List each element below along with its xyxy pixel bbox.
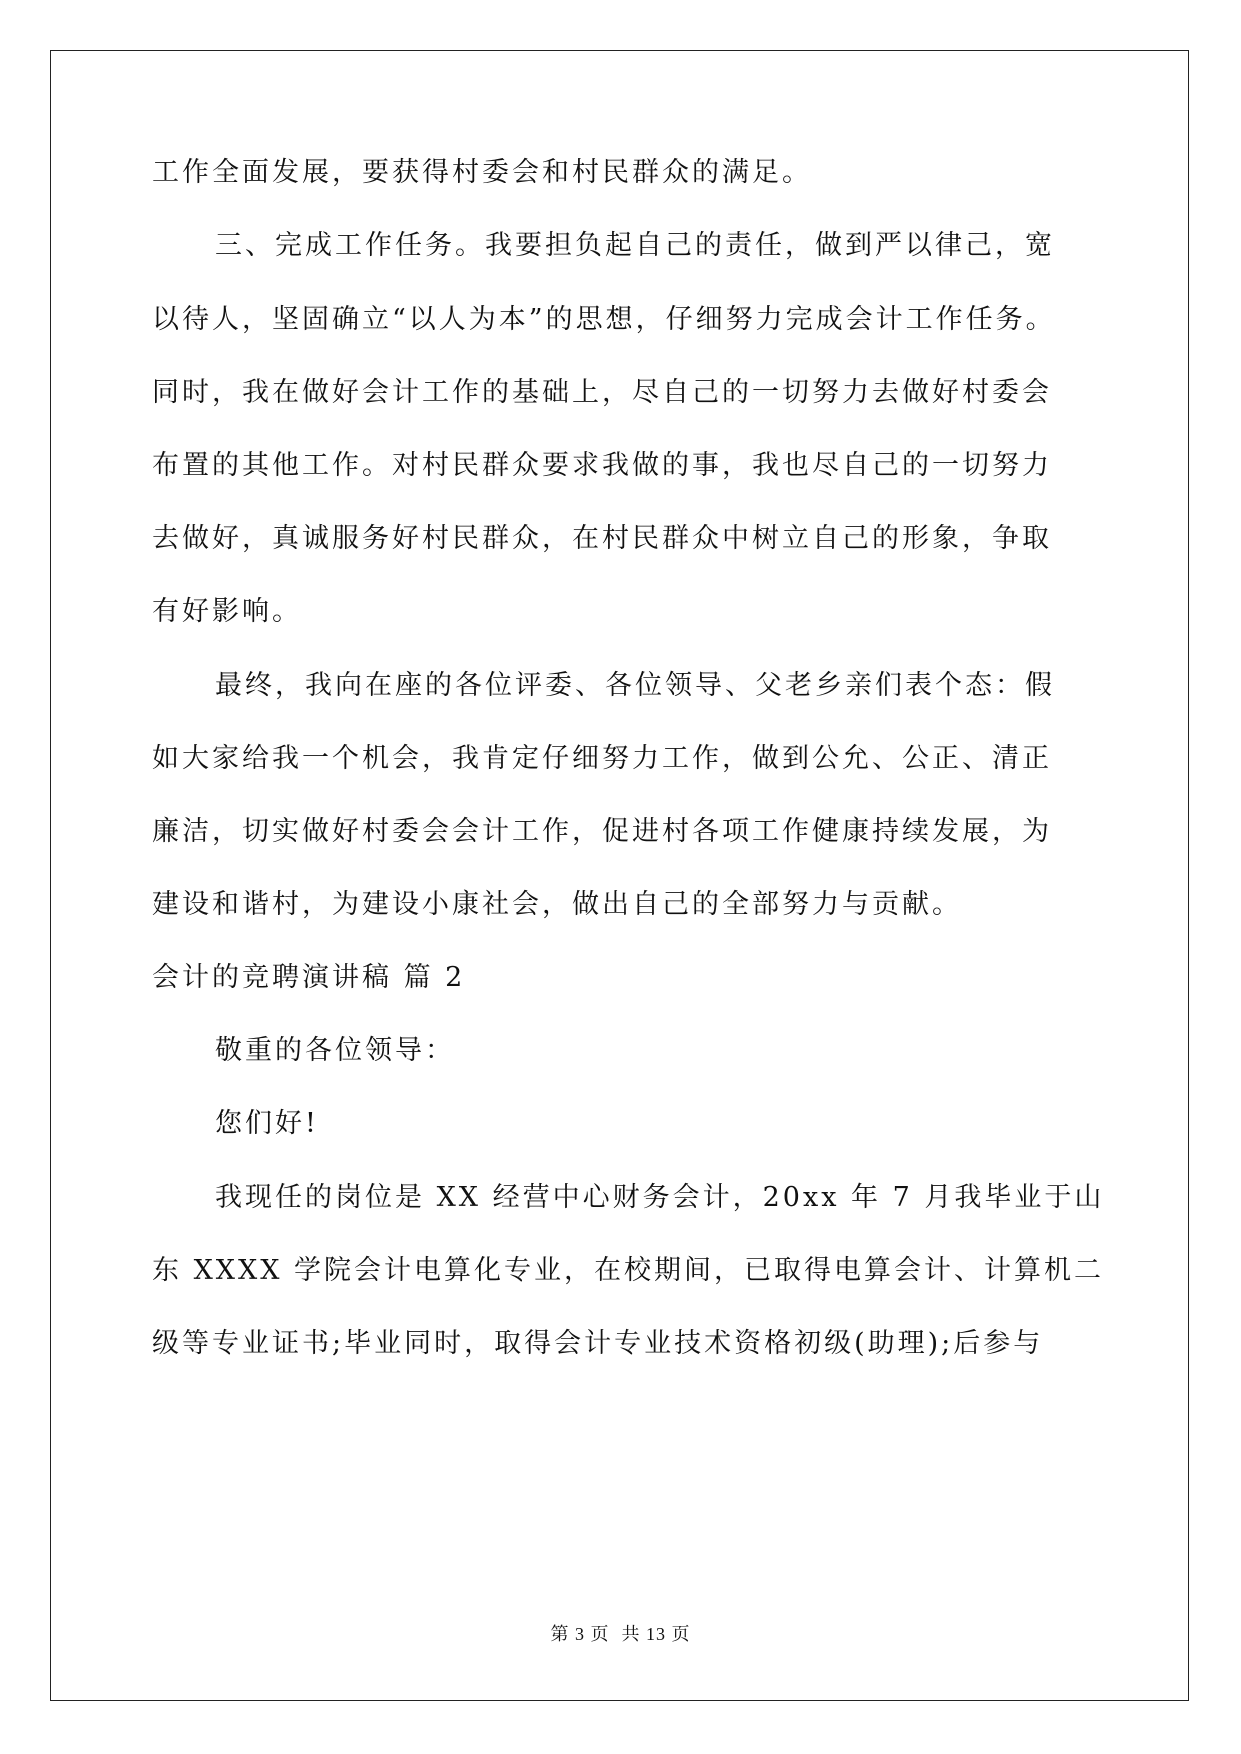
section-heading: 会计的竞聘演讲稿 篇 2 bbox=[152, 962, 466, 993]
body-line-5: 布置的其他工作。对村民群众要求我做的事，我也尽自己的一切努力 bbox=[152, 450, 1052, 481]
greeting: 您们好! bbox=[215, 1108, 319, 1139]
page-total: 共 13 页 bbox=[621, 1624, 691, 1644]
body-line-17: 级等专业证书;毕业同时，取得会计专业技术资格初级(助理);后参与 bbox=[152, 1328, 1044, 1359]
salutation: 敬重的各位领导： bbox=[215, 1035, 455, 1066]
body-line-6: 去做好，真诚服务好村民群众，在村民群众中树立自己的形象，争取 bbox=[152, 523, 1052, 554]
body-line-9: 如大家给我一个机会，我肯定仔细努力工作，做到公允、公正、清正 bbox=[152, 743, 1052, 774]
page-footer bbox=[0, 1620, 1241, 1646]
body-line-2: 三、完成工作任务。我要担负起自己的责任，做到严以律己，宽 bbox=[215, 230, 1055, 261]
body-line-15: 我现任的岗位是 XX 经营中心财务会计，20xx 年 7 月我毕业于山 bbox=[215, 1182, 1105, 1213]
body-line-16: 东 XXXX 学院会计电算化专业，在校期间，已取得电算会计、计算机二 bbox=[152, 1255, 1105, 1286]
body-line-3: 以待人，坚固确立“以人为本”的思想，仔细努力完成会计工作任务。 bbox=[152, 304, 1056, 335]
body-line-8: 最终，我向在座的各位评委、各位领导、父老乡亲们表个态：假 bbox=[215, 670, 1055, 701]
body-line-1: 工作全面发展，要获得村委会和村民群众的满足。 bbox=[152, 157, 812, 188]
body-line-10: 廉洁，切实做好村委会会计工作，促进村各项工作健康持续发展，为 bbox=[152, 816, 1052, 847]
page-number: 第 3 页 bbox=[550, 1624, 610, 1644]
body-line-11: 建设和谐村，为建设小康社会，做出自己的全部努力与贡献。 bbox=[152, 889, 962, 920]
body-line-7: 有好影响。 bbox=[152, 596, 302, 627]
body-line-4: 同时，我在做好会计工作的基础上，尽自己的一切努力去做好村委会 bbox=[152, 377, 1052, 408]
page-border bbox=[50, 50, 1189, 1701]
